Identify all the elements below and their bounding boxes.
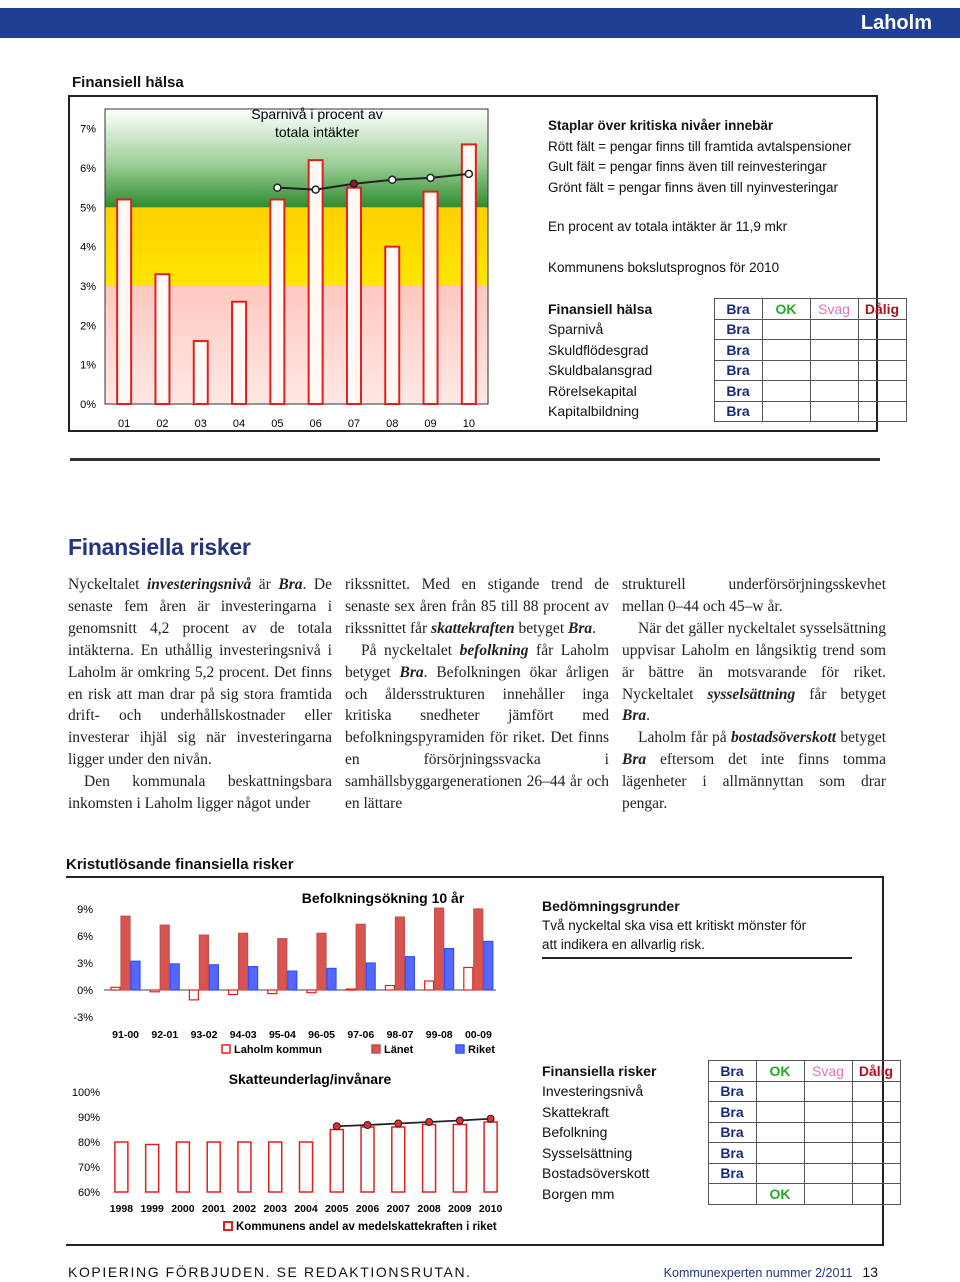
risk-grade-table xyxy=(542,1060,901,1205)
grade-value: Bra xyxy=(714,360,762,381)
bar-92-01-2 xyxy=(170,964,179,990)
bar-2001 xyxy=(207,1142,220,1192)
tax-base-chart xyxy=(66,1062,516,1242)
y-tick-label: -3% xyxy=(73,1012,93,1024)
grade-row xyxy=(548,340,906,361)
x-tick-label: 97-06 xyxy=(347,1029,375,1041)
health-grade-header xyxy=(548,299,906,320)
crisis-section-title: Kristutlösande finansiella risker xyxy=(66,856,294,873)
grade-row-label: Skuldflödesgrad xyxy=(548,341,649,358)
bar-94-03-1 xyxy=(239,933,248,990)
bar-2003 xyxy=(269,1142,282,1192)
risk-row-label: Investeringsnivå xyxy=(542,1083,644,1100)
text-run: betyget xyxy=(836,729,887,747)
bar-96-05-0 xyxy=(307,990,316,993)
y-tick-label: 3% xyxy=(77,958,93,970)
legend-line-green: Grönt fält = pengar finns även till nyinvesteringar xyxy=(548,179,839,195)
risk-header-label: Finansiella risker xyxy=(542,1062,657,1079)
risk-grade-value: Bra xyxy=(708,1163,756,1184)
risk-heading: Finansiella risker xyxy=(68,534,251,560)
legend-block xyxy=(548,116,868,198)
grade-row-label: Rörelsekapital xyxy=(548,382,637,399)
paragraph xyxy=(622,727,886,815)
risk-row-label: Bostadsöverskott xyxy=(542,1165,650,1182)
risk-row-label: Skattekraft xyxy=(542,1103,609,1120)
paragraph xyxy=(345,640,609,815)
assessment-line-1: Två nyckeltal ska visa ett kritiskt mönster för xyxy=(542,918,807,933)
section-divider xyxy=(70,458,880,461)
x-tick-label: 2004 xyxy=(294,1203,318,1215)
text-run: rikssnittet. Med en stigande trend de senaste sex åren från 85 till 88 procent av rikssnittet får xyxy=(345,576,609,637)
x-tick-label: 2010 xyxy=(478,1203,503,1215)
x-tick-label: 10 xyxy=(462,418,475,430)
text-column-1 xyxy=(68,574,332,815)
emphasis-term: sysselsättning xyxy=(707,685,796,703)
bar-10 xyxy=(462,144,476,404)
x-tick-label: 2008 xyxy=(417,1203,441,1215)
x-tick-label: 1998 xyxy=(109,1203,134,1215)
x-tick-label: 07 xyxy=(347,418,361,430)
emphasis-term: skattekraften xyxy=(431,619,515,637)
bar-02 xyxy=(155,274,169,404)
bar-96-05-1 xyxy=(317,933,326,990)
tax-trend-point xyxy=(395,1120,402,1127)
bar-95-04-2 xyxy=(288,971,297,990)
text-run: får Laholm betyget xyxy=(345,641,609,681)
tax-legend-label: Kommunens andel av medelskattekraften i riket xyxy=(236,1221,497,1233)
risk-header-ok: OK xyxy=(756,1061,804,1082)
bar-2006 xyxy=(361,1127,374,1192)
bar-98-07-1 xyxy=(395,917,404,990)
tax-trend-point xyxy=(456,1117,463,1124)
top-banner xyxy=(0,0,960,38)
paragraph xyxy=(622,618,886,728)
risk-grade-header xyxy=(542,1061,900,1082)
risk-row-label: Sysselsättning xyxy=(542,1144,633,1161)
assessment-line-2: att indikera en allvarlig risk. xyxy=(542,937,705,952)
bar-06 xyxy=(309,160,323,404)
legend-swatch xyxy=(222,1045,230,1053)
bar-99-08-1 xyxy=(435,908,444,990)
x-tick-label: 95-04 xyxy=(268,1029,296,1041)
assessment-block xyxy=(542,897,852,959)
grade-row xyxy=(548,401,906,422)
grade-row-label: Kapitalbildning xyxy=(548,403,640,420)
risk-grade-value: Bra xyxy=(708,1102,756,1123)
text-run: . xyxy=(646,707,650,725)
bar-1998 xyxy=(115,1142,128,1192)
tax-trend-line xyxy=(337,1119,491,1127)
risk-grade-value: Bra xyxy=(708,1122,756,1143)
bar-97-06-1 xyxy=(356,924,365,990)
legend-swatch xyxy=(372,1045,380,1053)
x-tick-label: 2001 xyxy=(202,1203,226,1215)
y-tick-label: 3% xyxy=(80,281,96,293)
grade-value: Bra xyxy=(714,401,762,422)
x-tick-label: 01 xyxy=(118,418,131,430)
y-tick-label: 6% xyxy=(80,163,96,175)
emphasis-term: befolkning xyxy=(459,641,529,659)
bar-2007 xyxy=(392,1127,405,1192)
bar-2009 xyxy=(453,1125,466,1193)
forecast-note: Kommunens bokslutsprognos för 2010 xyxy=(548,260,780,275)
paragraph xyxy=(68,771,332,815)
banner-band xyxy=(0,8,960,38)
bar-97-06-2 xyxy=(366,963,375,990)
bar-00-09-0 xyxy=(464,968,473,991)
grade-header-dalig: Dålig xyxy=(858,299,906,320)
bar-94-03-2 xyxy=(249,967,258,990)
risk-grade-value: OK xyxy=(756,1184,804,1205)
grade-row xyxy=(548,381,906,402)
bar-09 xyxy=(424,192,438,404)
x-tick-label: 2005 xyxy=(325,1203,349,1215)
y-tick-label: 80% xyxy=(77,1137,100,1149)
bar-99-08-0 xyxy=(425,981,434,990)
legend-line-yellow: Gult fält = pengar finns även till reinvesteringar xyxy=(548,159,827,174)
text-run: . De senaste fem åren är investeringarna i genomsnitt 4,2 procent av de totala intäkterna. En uthållig investeringsnivå i Laholm är omkring 5,2 procent. Det finns en risk att man drar på sig stora framtida drift- och underhållskostnader eller investerar ihjäl sig när investeringarna ligger under den nivån. xyxy=(68,576,332,769)
risk-row xyxy=(542,1184,900,1205)
emphasis-term: Bra xyxy=(622,751,647,769)
x-tick-label: 2007 xyxy=(386,1203,410,1215)
bar-95-04-1 xyxy=(278,939,287,990)
emphasis-term: investeringsnivå xyxy=(147,576,252,593)
grade-value: Bra xyxy=(714,319,762,340)
risk-row xyxy=(542,1081,900,1102)
text-run: får betyget xyxy=(795,685,886,703)
risk-header-svag: Svag xyxy=(804,1061,852,1082)
x-tick-label: 2006 xyxy=(355,1203,380,1215)
risk-row xyxy=(542,1163,900,1184)
trend-point xyxy=(312,186,319,193)
bar-03 xyxy=(194,341,208,404)
x-tick-label: 2000 xyxy=(171,1203,195,1215)
x-tick-label: 94-03 xyxy=(229,1029,257,1041)
emphasis-term: bostadsöverskott xyxy=(731,729,837,747)
x-tick-label: 06 xyxy=(309,418,322,430)
population-chart-title: Befolkningsökning 10 år xyxy=(301,890,465,906)
x-tick-label: 04 xyxy=(232,418,246,430)
emphasis-term: Bra xyxy=(622,707,647,725)
bar-93-02-1 xyxy=(199,935,208,990)
x-tick-label: 00-09 xyxy=(464,1029,492,1041)
grade-header-label: Finansiell hälsa xyxy=(548,300,653,317)
bar-07 xyxy=(347,188,361,404)
risk-row-label: Borgen mm xyxy=(542,1185,615,1202)
legend-swatch xyxy=(456,1045,464,1053)
y-tick-label: 0% xyxy=(77,985,93,997)
bar-08 xyxy=(385,247,399,404)
grade-row-label: Skuldbalansgrad xyxy=(548,362,653,379)
bar-93-02-0 xyxy=(189,990,198,1000)
x-tick-label: 1999 xyxy=(140,1203,164,1215)
x-tick-label: 91-00 xyxy=(112,1029,140,1041)
emphasis-term: Bra xyxy=(399,663,424,681)
assessment-title: Bedömningsgrunder xyxy=(542,898,680,914)
x-tick-label: 2009 xyxy=(448,1203,472,1215)
tax-trend-point xyxy=(364,1122,371,1129)
x-tick-label: 2002 xyxy=(232,1203,257,1215)
x-tick-label: 2003 xyxy=(263,1203,287,1215)
grade-value: Bra xyxy=(714,340,762,361)
bar-00-09-2 xyxy=(484,941,493,990)
grade-header-bra: Bra xyxy=(714,299,762,320)
y-tick-label: 0% xyxy=(80,399,96,411)
tax-base-chart-title: Skatteunderlag/invånare xyxy=(228,1071,392,1087)
bar-1999 xyxy=(146,1145,159,1193)
risk-row-label: Befolkning xyxy=(542,1124,608,1141)
x-tick-label: 96-05 xyxy=(308,1029,336,1041)
risk-header-dalig: Dålig xyxy=(852,1061,900,1082)
y-tick-label: 9% xyxy=(77,904,93,916)
grade-value: Bra xyxy=(714,381,762,402)
trend-point xyxy=(389,176,396,183)
bar-91-00-2 xyxy=(131,961,140,990)
bar-00-09-1 xyxy=(474,909,483,990)
bar-93-02-2 xyxy=(209,965,218,990)
x-tick-label: 03 xyxy=(194,418,207,430)
y-tick-label: 5% xyxy=(80,202,96,215)
y-tick-label: 100% xyxy=(71,1087,100,1099)
population-chart xyxy=(66,880,516,1060)
text-column-2 xyxy=(345,574,609,815)
y-tick-label: 1% xyxy=(80,359,96,372)
page-number: 13 xyxy=(862,1264,878,1280)
risk-row xyxy=(542,1122,900,1143)
tax-trend-point xyxy=(333,1123,340,1130)
bar-2000 xyxy=(176,1142,189,1192)
bar-99-08-2 xyxy=(445,949,454,990)
health-grade-table xyxy=(548,298,907,422)
bar-2010 xyxy=(484,1122,497,1192)
text-run: På nyckeltalet xyxy=(361,641,460,659)
income-note: En procent av totala intäkter är 11,9 mkr xyxy=(548,219,788,234)
grade-row xyxy=(548,360,906,381)
tax-trend-point xyxy=(426,1119,433,1126)
y-tick-label: 2% xyxy=(80,320,96,333)
bar-2002 xyxy=(238,1142,251,1192)
paragraph xyxy=(68,574,332,771)
bar-98-07-2 xyxy=(405,957,414,990)
bar-91-00-0 xyxy=(111,987,120,990)
savings-chart xyxy=(70,97,510,431)
text-run: Laholm får på xyxy=(638,729,731,747)
paragraph xyxy=(622,574,886,618)
text-column-3 xyxy=(622,574,886,815)
text-run: När det gäller nyckeltalet sysselsättning uppvisar Laholm en långsiktig trend som är bättre än motsvarande för riket. Nyckeltalet xyxy=(622,619,886,703)
risk-grade-value: Bra xyxy=(708,1143,756,1164)
bar-04 xyxy=(232,302,246,404)
legend-label: Laholm kommun xyxy=(234,1044,323,1056)
x-tick-label: 05 xyxy=(271,418,284,430)
x-tick-label: 92-01 xyxy=(151,1029,179,1041)
bar-2008 xyxy=(423,1125,436,1193)
y-tick-label: 70% xyxy=(77,1162,100,1174)
trend-point xyxy=(350,180,357,187)
text-run: strukturell underförsörjningsskevhet mellan 0–44 och 45–w år. xyxy=(622,576,886,615)
risk-grade-value: Bra xyxy=(708,1081,756,1102)
legend-title: Staplar över kritiska nivåer innebär xyxy=(548,118,774,133)
bar-95-04-0 xyxy=(268,990,277,994)
x-tick-label: 02 xyxy=(156,418,169,430)
bar-2004 xyxy=(300,1142,313,1192)
text-run: Den kommunala beskattningsbara inkomsten i Laholm ligger något under xyxy=(68,773,332,813)
trend-point xyxy=(274,184,281,191)
footer-magazine: Kommunexperten nummer 2/2011 xyxy=(663,1266,853,1280)
grade-header-svag: Svag xyxy=(810,299,858,320)
emphasis-term: Bra xyxy=(278,576,303,593)
footer-copyright: KOPIERING FÖRBJUDEN. SE REDAKTIONSRUTAN. xyxy=(68,1264,472,1280)
y-tick-label: 6% xyxy=(77,931,93,943)
legend-label: Länet xyxy=(384,1044,414,1056)
x-tick-label: 93-02 xyxy=(190,1029,218,1041)
legend-label: Riket xyxy=(468,1044,495,1056)
x-tick-label: 09 xyxy=(424,418,437,430)
risk-row xyxy=(542,1102,900,1123)
text-run: eftersom det inte finns tomma lägenheter i allmännyttan som drar pengar. xyxy=(622,751,886,813)
text-run: betyget xyxy=(514,619,568,637)
y-tick-label: 7% xyxy=(80,123,96,136)
bar-92-01-0 xyxy=(150,990,159,992)
banner-title: Laholm xyxy=(840,8,960,38)
text-run: är xyxy=(251,576,279,593)
savings-chart-title-2: totala intäkter xyxy=(274,124,360,140)
tax-legend-swatch xyxy=(224,1222,232,1230)
y-tick-label: 60% xyxy=(77,1187,100,1199)
bar-97-06-0 xyxy=(346,989,355,990)
section-title-financial-health: Finansiell hälsa xyxy=(72,74,184,91)
savings-chart-title-1: Sparnivå i procent av xyxy=(251,106,383,122)
bar-2005 xyxy=(330,1130,343,1193)
bar-94-03-0 xyxy=(229,990,238,995)
trend-point xyxy=(427,174,434,181)
legend-line-red: Rött fält = pengar finns till framtida avtalspensioner xyxy=(548,138,852,154)
x-tick-label: 08 xyxy=(386,418,399,430)
bar-01 xyxy=(117,199,131,404)
bar-91-00-1 xyxy=(121,916,130,990)
risk-header-bra: Bra xyxy=(708,1061,756,1082)
grade-row-label: Sparnivå xyxy=(548,321,604,338)
text-run: . Befolkningen ökar årligen och åldersstrukturen innehåller inga kritiska snedheter jämfört med befolkningspyramiden för riket. Det finns en försörjningssvacka i samhällsbyggargenerationen 26–44 år och en lättare xyxy=(345,663,609,813)
bar-05 xyxy=(270,199,284,404)
bar-96-05-2 xyxy=(327,968,336,990)
grade-row xyxy=(548,319,906,340)
text-run: . xyxy=(592,619,596,637)
trend-point xyxy=(465,170,472,177)
y-tick-label: 4% xyxy=(80,241,96,254)
text-run: Nyckeltalet xyxy=(68,576,147,593)
x-tick-label: 98-07 xyxy=(386,1029,414,1041)
emphasis-term: Bra xyxy=(568,619,593,637)
tax-trend-point xyxy=(487,1115,494,1122)
y-tick-label: 90% xyxy=(77,1112,100,1124)
bar-98-07-0 xyxy=(385,986,394,991)
footer-issue xyxy=(664,1264,878,1280)
grade-header-ok: OK xyxy=(762,299,810,320)
bar-92-01-1 xyxy=(160,925,169,990)
x-tick-label: 99-08 xyxy=(425,1029,453,1041)
paragraph xyxy=(345,574,609,640)
risk-row xyxy=(542,1143,900,1164)
